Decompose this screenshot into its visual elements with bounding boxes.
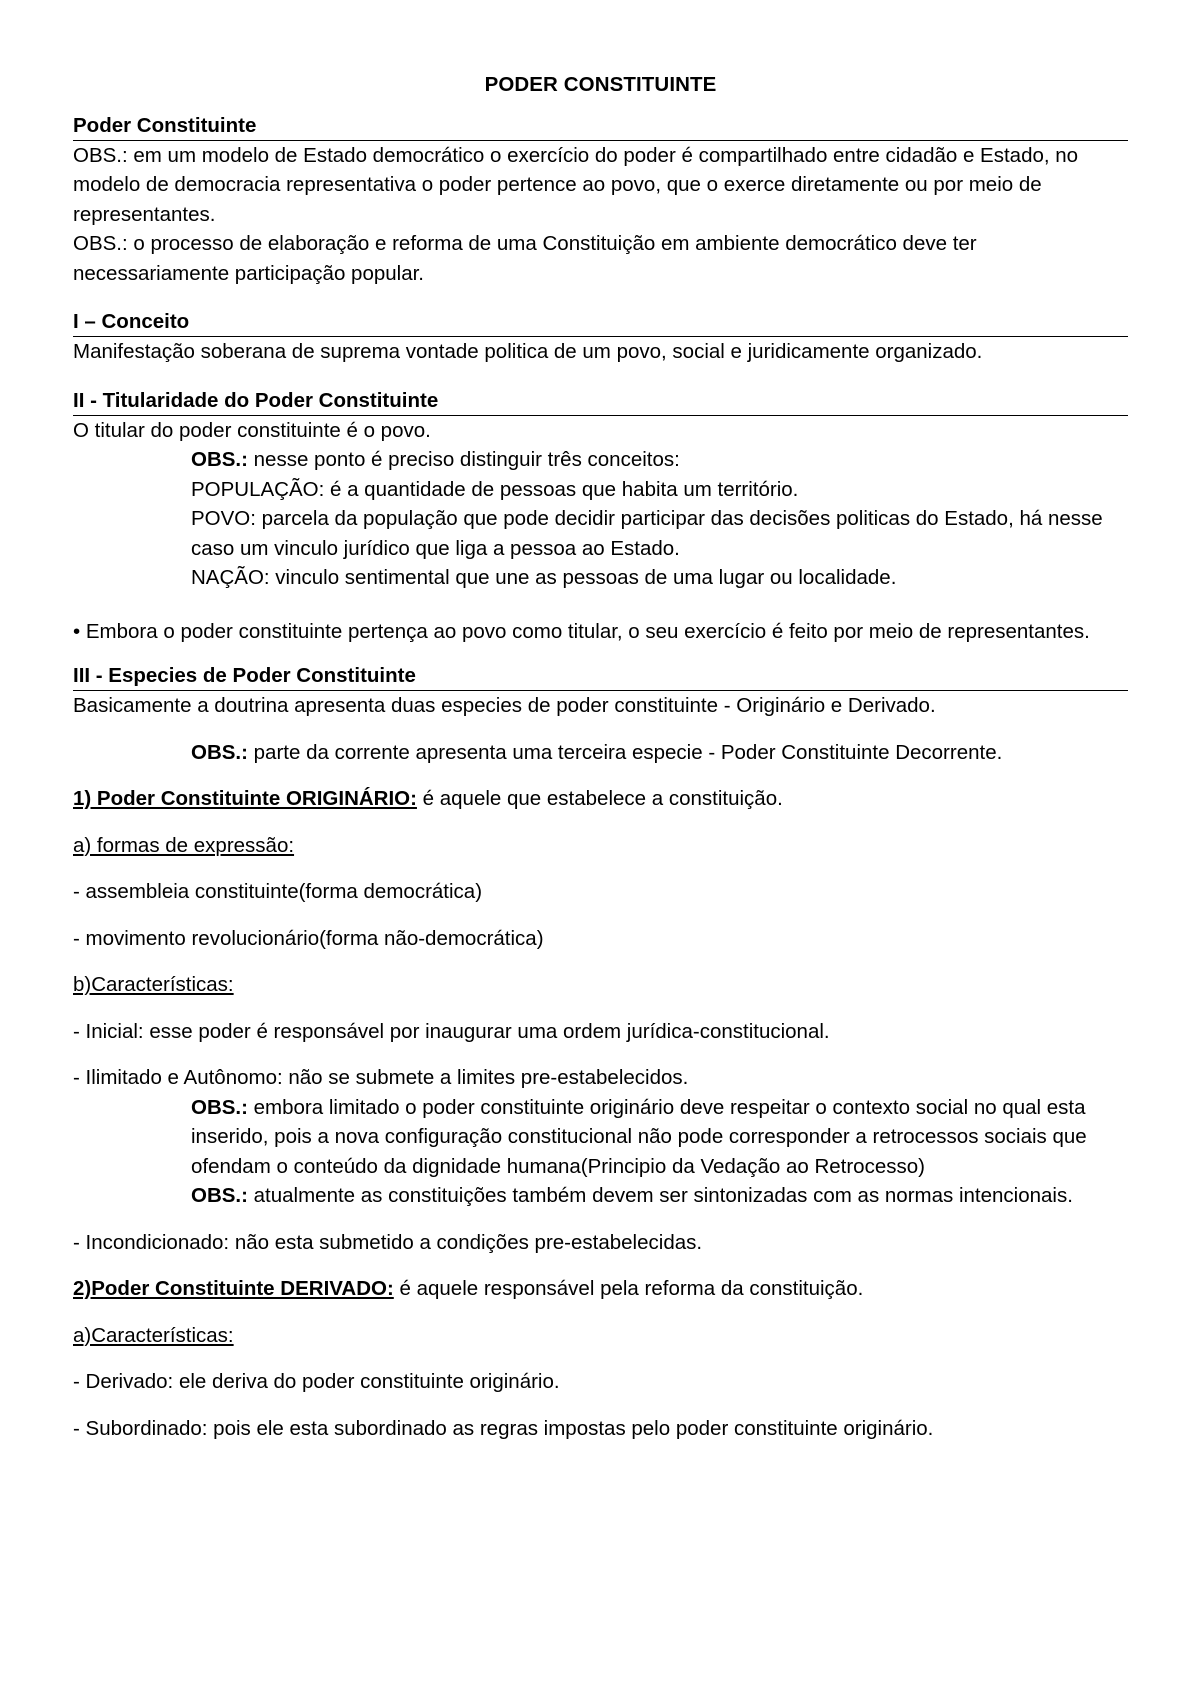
subsection-heading: 2)Poder Constituinte DERIVADO: [73,1277,394,1300]
formas-heading: a) formas de expressão: [73,833,295,857]
subsection-text: é aquele que estabelece a constituição. [416,787,783,810]
caracteristicas-heading: b)Características: [73,973,234,996]
obs-label: OBS.: [191,1095,248,1119]
subsection-heading: 1) Poder Constituinte ORIGINÁRIO: [73,787,417,810]
list-item: - Inicial: esse poder é responsável por inaugurar uma ordem jurídica-constitucional. [73,1019,830,1043]
definition-populacao: POPULAÇÃO: é a quantidade de pessoas que habita um território. [191,477,799,501]
obs-paragraph [73,445,1128,475]
definition-povo: POVO: parcela da população que pode decidir participar das decisões politicas do Estado, há nesse caso um vinculo jurídico que liga a pessoa ao Estado. [191,507,1103,560]
section-heading-especies: III - Especies de Poder Constituinte [73,662,1128,691]
paragraph: Manifestação soberana de suprema vontade politica de um povo, social e juridicamente organizado. [73,340,983,363]
paragraph: O titular do poder constituinte é o povo. [73,418,431,442]
obs-paragraph [73,141,1128,230]
definition-nacao: NAÇÃO: vinculo sentimental que une as pessoas de uma lugar ou localidade. [191,566,897,589]
document-title: PODER CONSTITUINTE [484,73,717,96]
obs-paragraph [73,229,1128,288]
obs-label: OBS.: [191,740,248,764]
list-item: - Derivado: ele deriva do poder constituinte originário. [73,1370,560,1393]
bullet-paragraph: • Embora o poder constituinte pertença ao povo como titular, o seu exercício é feito por meio de representantes. [73,619,1090,643]
obs-label: OBS.: [191,448,248,471]
obs-text: atualmente as constituições também devem ser sintonizadas com as normas intencionais. [247,1184,1073,1207]
obs-text: nesse ponto é preciso distinguir três conceitos: [247,448,680,471]
subsection-text: é aquele responsável pela reforma da constituição. [393,1277,864,1300]
obs-text: o processo de elaboração e reforma de uma Constituição em ambiente democrático deve ter necessariamente participação popular. [73,232,977,285]
obs-paragraph [73,738,1128,768]
list-item: - Ilimitado e Autônomo: não se submete a limites pre-estabelecidos. [73,1066,689,1089]
obs-label: OBS.: [73,143,128,167]
list-item: - assembleia constituinte(forma democrática) [73,880,483,903]
obs-paragraph [73,1093,1128,1182]
paragraph: Basicamente a doutrina apresenta duas especies de poder constituinte - Originário e Derivado. [73,694,936,717]
section-heading-titularidade: II - Titularidade do Poder Constituinte [73,387,1128,416]
caracteristicas-heading: a)Características: [73,1323,234,1347]
obs-text: embora limitado o poder constituinte originário deve respeitar o contexto social no qual esta inserido, pois a nova configuração constitucional não pode corresponder a retrocessos sociais que ofendam o conteúdo da dignidade humana(Principio da Vedação ao Retrocesso) [191,1095,1087,1178]
obs-paragraph [73,1181,1128,1211]
list-item: - Incondicionado: não esta submetido a condições pre-estabelecidas. [73,1230,703,1254]
obs-text: parte da corrente apresenta uma terceira especie - Poder Constituinte Decorrente. [247,740,1003,764]
section-heading-poder-constituinte: Poder Constituinte [73,112,1128,141]
list-item: - movimento revolucionário(forma não-democrática) [73,926,544,950]
subsection-originario [73,784,1128,814]
obs-text: em um modelo de Estado democrático o exercício do poder é compartilhado entre cidadão e Estado, no modelo de democracia representativa o poder pertence ao povo, que o exerce diretamente ou por meio de representantes. [73,143,1079,226]
section-heading-conceito: I – Conceito [73,308,1128,337]
obs-label: OBS.: [191,1184,248,1207]
obs-label: OBS.: [73,232,128,255]
subsection-derivado [73,1274,1128,1304]
list-item: - Subordinado: pois ele esta subordinado as regras impostas pelo poder constituinte originário. [73,1416,934,1440]
